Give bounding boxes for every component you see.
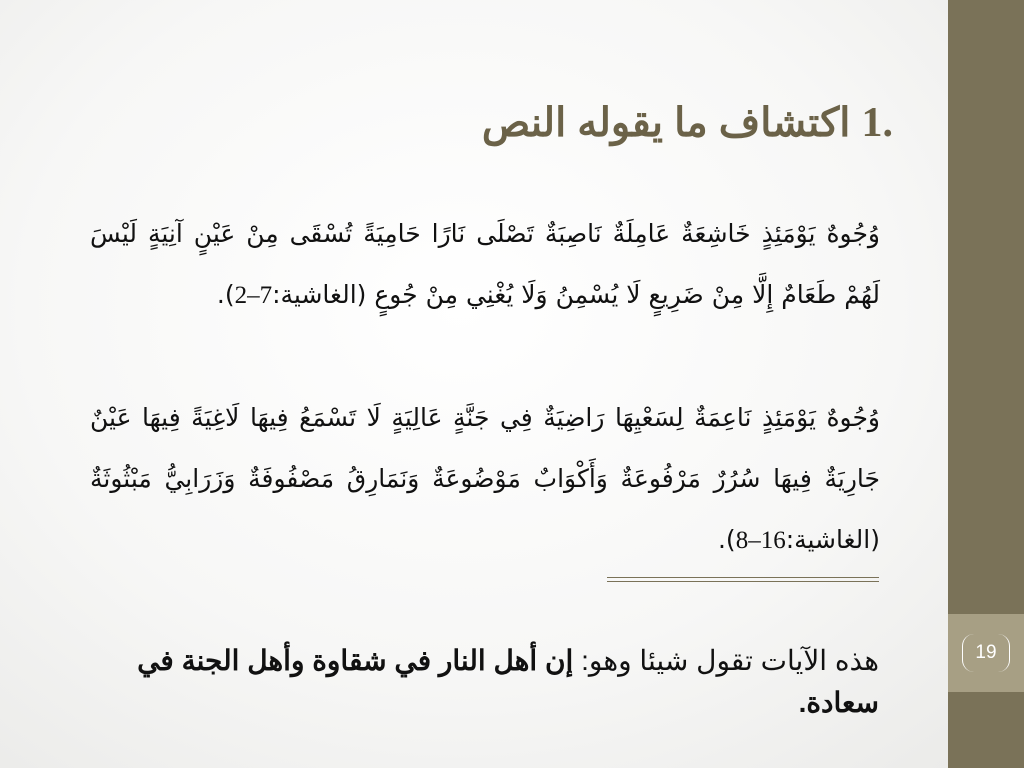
slide-number-box [948, 614, 1024, 692]
slide-number-frame [962, 634, 1010, 672]
title-text: اكتشاف ما يقوله النص [481, 100, 851, 145]
section-divider [607, 577, 879, 582]
conclusion-bold: إن أهل النار في شقاوة وأهل الجنة في سعادة. [137, 645, 879, 718]
verse-1-ref-close: ). [216, 280, 235, 309]
slide-number: 19 [975, 642, 997, 663]
verse-paragraph-1 [90, 203, 880, 326]
slide-title [73, 95, 893, 151]
verse-1-reference [217, 280, 367, 309]
verse-paragraph-2 [90, 387, 880, 571]
verse-2-ref-surah: (الغاشية: [785, 525, 880, 554]
verse-1-ref-numbers: 2–7 [234, 282, 273, 309]
verse-2-text: وُجُوهٌ يَوْمَئِذٍ نَاعِمَةٌ لِسَعْيِهَا رَاضِيَةٌ فِي جَنَّةٍ عَالِيَةٍ لَا تَسْمَعُ فِيهَا لَاغِيَةً فِيهَا عَيْنٌ جَارِيَةٌ فِيهَا سُرُرٌ مَرْفُوعَةٌ وَأَكْوَابٌ مَوْضُوعَةٌ وَنَمَارِقُ مَصْفُوفَةٌ وَزَرَابِيُّ مَبْثُوثَةٌ [90, 403, 880, 493]
conclusion-plain: هذه الآيات تقول شيئا وهو: [573, 645, 879, 676]
verse-2-ref-close: ). [717, 525, 736, 554]
title-number: 1. [861, 99, 893, 146]
verse-1-text: وُجُوهٌ يَوْمَئِذٍ خَاشِعَةٌ عَامِلَةٌ نَاصِبَةٌ تَصْلَى نَارًا حَامِيَةً تُسْقَى مِنْ عَيْنٍ آنِيَةٍ لَيْسَ لَهُمْ طَعَامٌ إِلَّا مِنْ ضَرِيعٍ لَا يُسْمِنُ وَلَا يُغْنِي مِنْ جُوعٍ [90, 219, 880, 309]
verse-2-reference [718, 525, 880, 554]
verse-1-ref-surah: (الغاشية: [272, 280, 367, 309]
conclusion-text [79, 640, 879, 724]
verse-2-ref-numbers: 8–16 [735, 527, 786, 554]
